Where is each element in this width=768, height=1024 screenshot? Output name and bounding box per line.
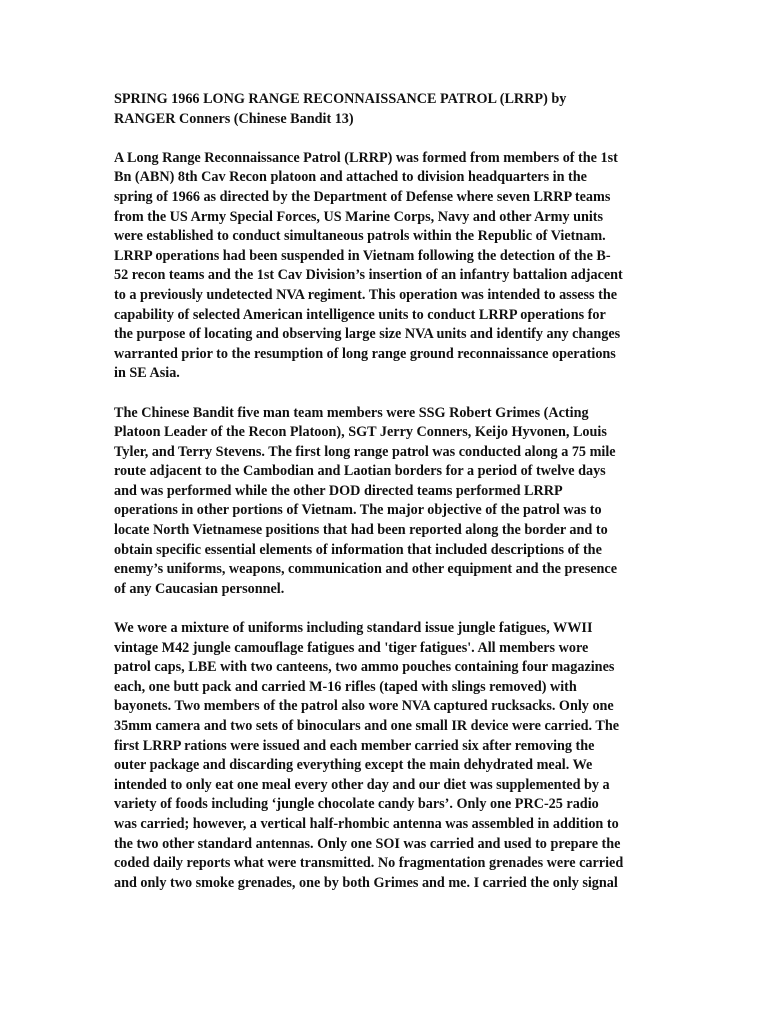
paragraph-2 xyxy=(114,404,664,600)
text-line: to a previously undetected NVA regiment. This operation was intended to assess the xyxy=(114,286,618,303)
title-line: SPRING 1966 LONG RANGE RECONNAISSANCE PATROL (LRRP) by xyxy=(114,91,567,107)
paragraph-1 xyxy=(114,149,664,384)
text-line: Platoon Leader of the Recon Platoon), SGT Jerry Conners, Keijo Hyvonen, Louis xyxy=(114,424,607,441)
text-line: bayonets. Two members of the patrol also wore NVA captured rucksacks. Only one xyxy=(114,698,614,715)
text-line: in SE Asia. xyxy=(114,365,180,382)
text-line: spring of 1966 as directed by the Department of Defense where seven LRRP teams xyxy=(114,188,611,205)
text-line: operations in other portions of Vietnam. The major objective of the patrol was to xyxy=(114,502,602,519)
text-line: 52 recon teams and the 1st Cav Division’s insertion of an infantry battalion adjacent xyxy=(114,267,623,284)
text-line: and only two smoke grenades, one by both Grimes and me. I carried the only signal xyxy=(114,874,618,891)
text-line: and was performed while the other DOD directed teams performed LRRP xyxy=(114,482,563,499)
text-line: capability of selected American intelligence units to conduct LRRP operations for xyxy=(114,306,606,323)
text-line: outer package and discarding everything except the main dehydrated meal. We xyxy=(114,757,593,774)
paragraph-3 xyxy=(114,619,664,893)
text-line: intended to only eat one meal every other day and our diet was supplemented by a xyxy=(114,776,610,793)
text-line: warranted prior to the resumption of long range ground reconnaissance operations xyxy=(114,345,616,362)
text-line: was carried; however, a vertical half-rhombic antenna was assembled in addition to xyxy=(114,815,619,832)
text-line: each, one butt pack and carried M-16 rifles (taped with slings removed) with xyxy=(114,678,577,695)
text-line: A Long Range Reconnaissance Patrol (LRRP) was formed from members of the 1st xyxy=(114,149,618,166)
text-line: 35mm camera and two sets of binoculars and one small IR device were carried. The xyxy=(114,718,620,734)
text-line: patrol caps, LBE with two canteens, two ammo pouches containing four magazines xyxy=(114,659,615,676)
text-line: the purpose of locating and observing large size NVA units and identify any changes xyxy=(114,326,621,343)
text-line: The Chinese Bandit five man team members were SSG Robert Grimes (Acting xyxy=(114,404,589,421)
text-line: obtain specific essential elements of information that included descriptions of the xyxy=(114,541,602,558)
text-line: Tyler, and Terry Stevens. The first long range patrol was conducted along a 75 mile xyxy=(114,443,616,460)
text-line: the two other standard antennas. Only one SOI was carried and used to prepare the xyxy=(114,835,621,852)
text-line: vintage M42 jungle camouflage fatigues and 'tiger fatigues'. All members wore xyxy=(114,639,589,656)
text-line: Bn (ABN) 8th Cav Recon platoon and attached to division headquarters in the xyxy=(114,169,587,186)
text-line: enemy’s uniforms, weapons, communication and other equipment and the presence xyxy=(114,561,618,578)
text-line: first LRRP rations were issued and each member carried six after removing the xyxy=(114,737,595,754)
document-body xyxy=(114,90,664,913)
text-line: locate North Vietnamese positions that had been reported along the border and to xyxy=(114,522,608,539)
text-line: from the US Army Special Forces, US Marine Corps, Navy and other Army units xyxy=(114,208,604,225)
title-line: RANGER Conners (Chinese Bandit 13) xyxy=(114,110,354,127)
document-title xyxy=(114,90,664,129)
text-line: We wore a mixture of uniforms including standard issue jungle fatigues, WWII xyxy=(114,620,593,637)
text-line: variety of foods including ‘jungle chocolate candy bars’. Only one PRC-25 radio xyxy=(114,796,599,813)
text-line: LRRP operations had been suspended in Vietnam following the detection of the B- xyxy=(114,247,611,264)
text-line: route adjacent to the Cambodian and Laotian borders for a period of twelve days xyxy=(114,463,606,480)
text-line: of any Caucasian personnel. xyxy=(114,580,285,597)
text-line: coded daily reports what were transmitted. No fragmentation grenades were carried xyxy=(114,855,624,872)
text-line: were established to conduct simultaneous patrols within the Republic of Vietnam. xyxy=(114,228,606,245)
